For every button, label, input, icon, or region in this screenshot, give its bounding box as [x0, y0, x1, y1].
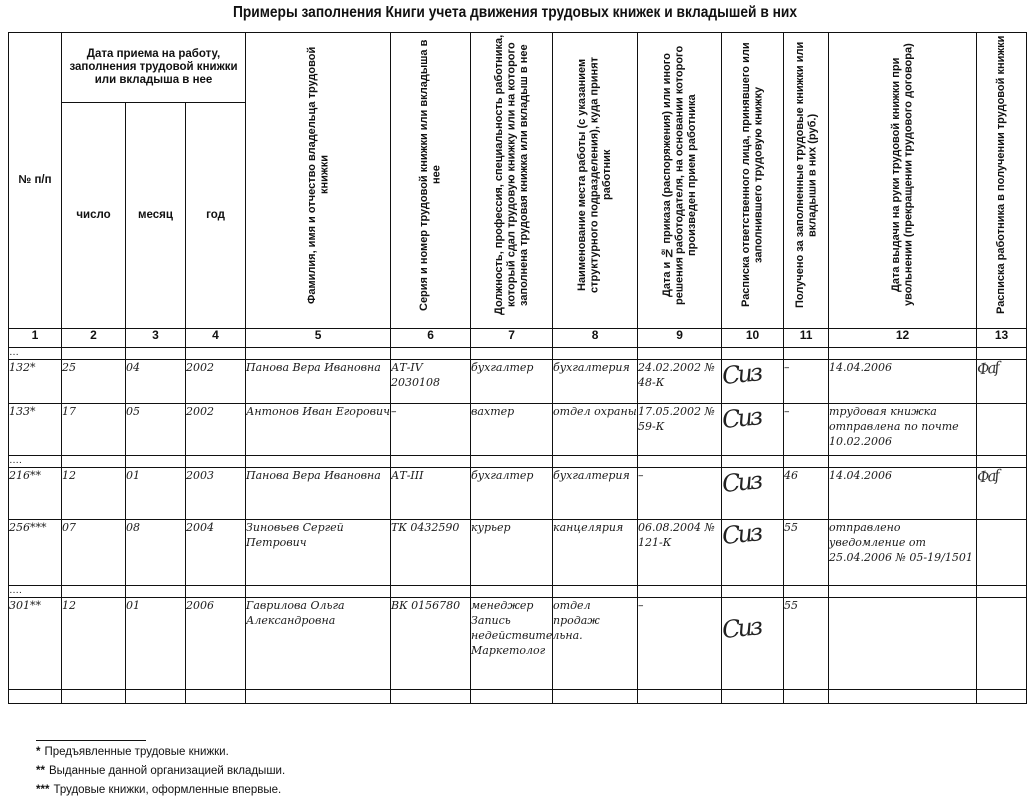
row-owner-name: Антонов Иван Егорович: [246, 404, 391, 456]
row-owner-name: Гаврилова Ольга Александровна: [246, 598, 391, 690]
row-order: 17.05.2002 № 59-К: [638, 404, 722, 456]
row-paid: 55: [784, 598, 829, 690]
ellipsis-row: [9, 456, 1027, 468]
row-month: 08: [126, 520, 186, 586]
row-series: ТК 0432590: [391, 520, 471, 586]
ellipsis: …: [9, 348, 62, 360]
row-number: 216**: [9, 468, 62, 520]
header-year: год: [186, 103, 246, 329]
col-number: 1: [9, 329, 62, 348]
row-order: 06.08.2004 № 121-К: [638, 520, 722, 586]
col-number: 2: [62, 329, 126, 348]
header-day: число: [62, 103, 126, 329]
table-row: [9, 520, 1027, 586]
row-workplace: бухгалтерия: [553, 360, 638, 404]
row-number: 133*: [9, 404, 62, 456]
header-series-number: Серия и номер трудовой книжки или вкладыша в нее: [391, 33, 471, 329]
row-workplace: отдел охраны: [553, 404, 638, 456]
row-paid: –: [784, 404, 829, 456]
row-position: бухгалтер: [471, 360, 553, 404]
row-year: 2006: [186, 598, 246, 690]
row-issue-date: 14.04.2006: [829, 360, 977, 404]
header-responsible-signature: Расписка ответственного лица, принявшего или заполнившего трудовую книжку: [722, 33, 784, 329]
col-number: 4: [186, 329, 246, 348]
row-issue-date: 14.04.2006: [829, 468, 977, 520]
row-paid: –: [784, 360, 829, 404]
header-position: Должность, профессия, специальность работника, который сдал трудовую книжку или на которого заполнена трудовая книжка или вкладыш в нее: [471, 33, 553, 329]
header-number: № п/п: [9, 33, 62, 329]
ellipsis-row: [9, 348, 1027, 360]
row-position: менеджер Запись недействительна. Маркетолог: [471, 598, 553, 690]
row-position: курьер: [471, 520, 553, 586]
header-paid: Получено за заполненные трудовые книжки или вкладыши в них (руб.): [784, 33, 829, 329]
row-day: 07: [62, 520, 126, 586]
row-day: 12: [62, 468, 126, 520]
responsible-signature: Сиз: [722, 520, 784, 586]
row-order: –: [638, 468, 722, 520]
header-date-group: Дата приема на работу, заполнения трудовой книжки или вкладыша в нее: [62, 33, 246, 103]
footnote: *** Трудовые книжки, оформленные впервые.: [36, 784, 282, 796]
row-year: 2002: [186, 360, 246, 404]
responsible-signature: Сиз: [722, 404, 784, 456]
row-series: –: [391, 404, 471, 456]
row-workplace: бухгалтерия: [553, 468, 638, 520]
row-workplace: канцелярия: [553, 520, 638, 586]
row-number: 301**: [9, 598, 62, 690]
footnote-divider: [36, 740, 146, 741]
col-number: 13: [977, 329, 1027, 348]
column-numbers-row: [9, 329, 1027, 348]
col-number: 5: [246, 329, 391, 348]
row-month: 01: [126, 468, 186, 520]
row-year: 2004: [186, 520, 246, 586]
row-order: 24.02.2002 № 48-К: [638, 360, 722, 404]
header-owner-name: Фамилия, имя и отчество владельца трудовой книжки: [246, 33, 391, 329]
header-month: месяц: [126, 103, 186, 329]
row-paid: 55: [784, 520, 829, 586]
responsible-signature: Сиз: [722, 598, 784, 690]
row-day: 17: [62, 404, 126, 456]
row-series: АТ-III: [391, 468, 471, 520]
table-row: [9, 598, 1027, 690]
row-month: 04: [126, 360, 186, 404]
row-series: ВК 0156780: [391, 598, 471, 690]
row-position: вахтер: [471, 404, 553, 456]
header-order: Дата и № приказа (распоряжения) или иного решения работодателя, на основании которого произведен прием работника: [638, 33, 722, 329]
row-owner-name: Зиновьев Сергей Петрович: [246, 520, 391, 586]
col-number: 7: [471, 329, 553, 348]
header-workplace: Наименование места работы (с указанием структурного подразделения), куда принят работник: [553, 33, 638, 329]
row-day: 12: [62, 598, 126, 690]
row-month: 05: [126, 404, 186, 456]
row-issue-date: отправлено уведомление от 25.04.2006 № 05-19/1501: [829, 520, 977, 586]
table-row: [9, 468, 1027, 520]
col-number: 10: [722, 329, 784, 348]
responsible-signature: Сиз: [722, 468, 784, 520]
row-owner-name: Панова Вера Ивановна: [246, 360, 391, 404]
row-owner-name: Панова Вера Ивановна: [246, 468, 391, 520]
table-row: [9, 404, 1027, 456]
row-paid: 46: [784, 468, 829, 520]
page-title: Примеры заполнения Книги учета движения трудовых книжек и вкладышей в них: [232, 4, 798, 21]
empty-row: [9, 690, 1027, 704]
col-number: 12: [829, 329, 977, 348]
row-day: 25: [62, 360, 126, 404]
col-number: 9: [638, 329, 722, 348]
worker-signature: Фаf: [977, 360, 1027, 404]
row-issue-date: трудовая книжка отправлена по почте 10.02.2006: [829, 404, 977, 456]
responsible-signature: Сиз: [722, 360, 784, 404]
row-series: АТ-IV 2030108: [391, 360, 471, 404]
header-issue-date: Дата выдачи на руки трудовой книжки при увольнении (прекращении трудового договора): [829, 33, 977, 329]
row-issue-date: [829, 598, 977, 690]
col-number: 8: [553, 329, 638, 348]
col-number: 6: [391, 329, 471, 348]
worker-signature: Фаf: [977, 468, 1027, 520]
ellipsis: ….: [9, 456, 62, 468]
row-order: –: [638, 598, 722, 690]
header-worker-signature: Расписка работника в получении трудовой книжки: [977, 33, 1027, 329]
col-number: 3: [126, 329, 186, 348]
row-number: 256***: [9, 520, 62, 586]
table-row: [9, 360, 1027, 404]
row-month: 01: [126, 598, 186, 690]
footnote: * Предъявленные трудовые книжки.: [36, 746, 229, 758]
row-workplace: отдел продаж: [553, 598, 638, 690]
row-position: бухгалтер: [471, 468, 553, 520]
footnotes: [36, 740, 285, 800]
row-number: 132*: [9, 360, 62, 404]
records-table: [8, 32, 1027, 704]
row-year: 2002: [186, 404, 246, 456]
ellipsis-row: [9, 586, 1027, 598]
footnote: ** Выданные данной организацией вкладыши.: [36, 765, 286, 777]
ellipsis: ….: [9, 586, 62, 598]
row-year: 2003: [186, 468, 246, 520]
col-number: 11: [784, 329, 829, 348]
